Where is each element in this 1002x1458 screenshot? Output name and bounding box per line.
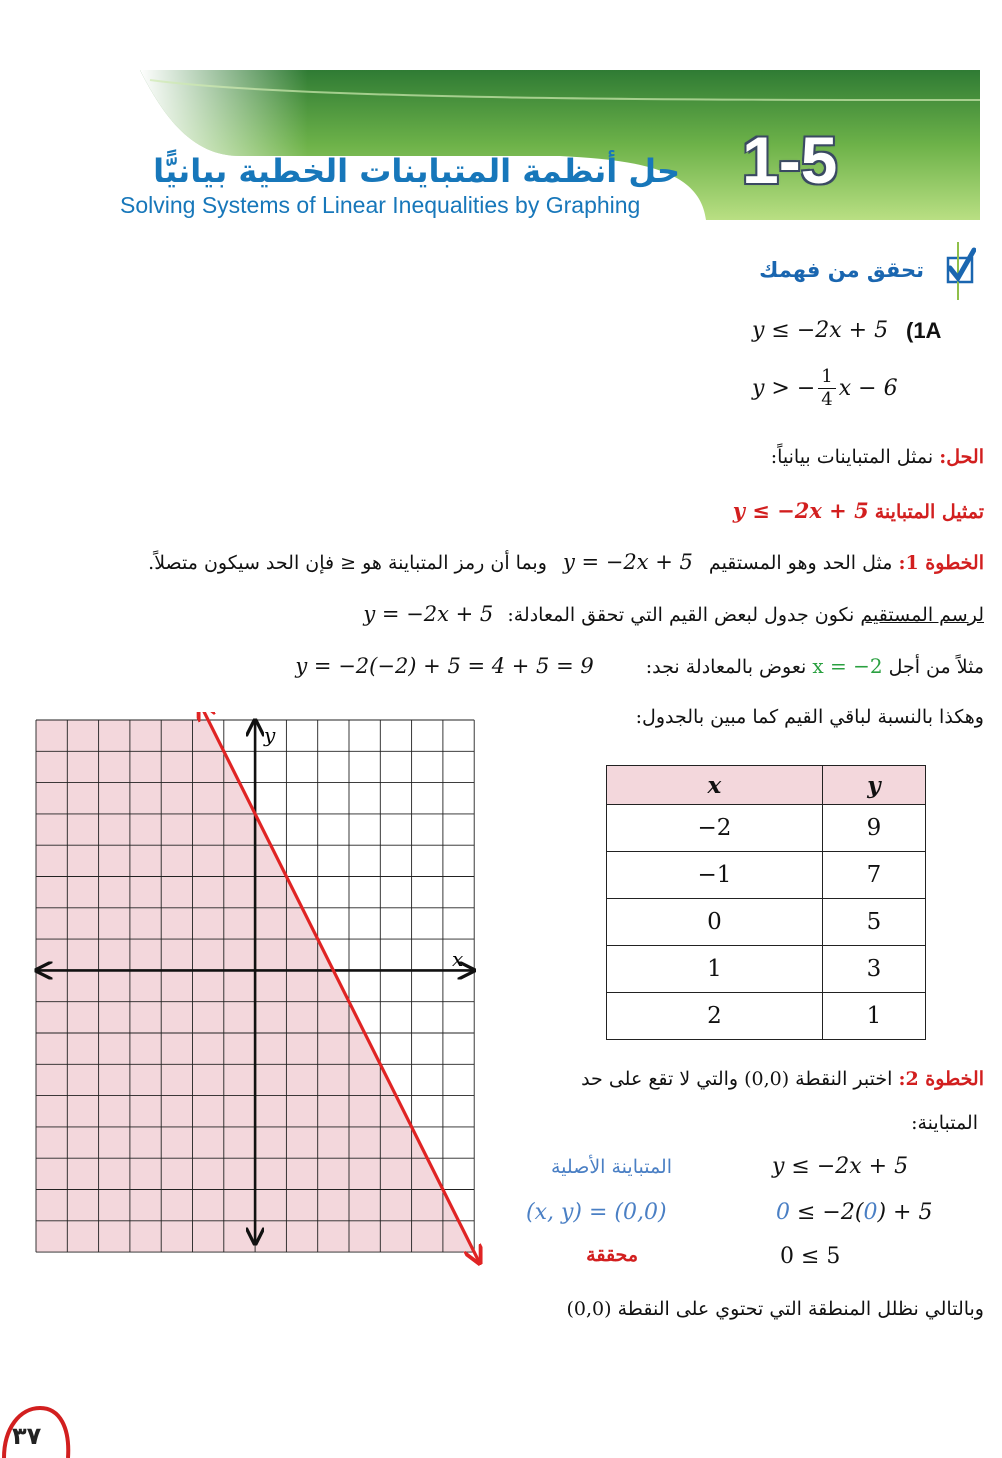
step2-text-b: المتباينة: <box>911 1112 978 1134</box>
graph-heading <box>733 498 984 523</box>
test-row-1-math: y ≤ −2x + 5 <box>772 1154 909 1179</box>
test-zero-x: 0 <box>863 1200 878 1225</box>
y-axis-label: y <box>264 723 276 747</box>
table-cell: 7 <box>822 852 925 899</box>
table-row <box>607 805 926 852</box>
lesson-title-english: Solving Systems of Linear Inequalities by Graphing <box>120 192 641 218</box>
table-row <box>607 852 926 899</box>
example-line <box>295 654 984 678</box>
lesson-number: 1-5 <box>742 123 838 197</box>
table-cell: 0 <box>607 899 823 946</box>
solution-label: الحل: <box>939 446 984 468</box>
table-cell: 9 <box>822 805 925 852</box>
graph-heading-text: تمثيل المتباينة <box>874 501 984 523</box>
step2-label: الخطوة 2: <box>898 1068 984 1090</box>
table-header-row <box>607 766 926 805</box>
step1-label: الخطوة 1: <box>898 552 984 574</box>
test-row-2-note: (x, y) = (0,0) <box>526 1200 667 1225</box>
test-row-3-note: محققة <box>586 1244 638 1266</box>
fraction-numerator: 1 <box>818 366 835 389</box>
conclusion: وبالتالي نظلل المنطقة التي تحتوي على النقطة (0,0) <box>566 1298 984 1320</box>
table-row <box>607 946 926 993</box>
inequality-1: y ≤ −2x + 5 <box>752 318 889 343</box>
table-cell: 2 <box>607 993 823 1040</box>
table-intro-text: نكون جدول لبعض القيم التي تحقق المعادلة: <box>507 604 855 626</box>
test-row-3-math: 0 ≤ 5 <box>780 1244 841 1269</box>
example-x-value: x = −2 <box>812 654 883 678</box>
inequality-2 <box>752 366 898 411</box>
problem-label: (1A <box>906 318 942 343</box>
table-cell: 1 <box>822 993 925 1040</box>
checkmark-icon <box>940 240 976 302</box>
example-calc: y = −2(−2) + 5 = 4 + 5 = 9 <box>295 654 594 678</box>
test-math-b: ≤ −2( <box>790 1200 864 1225</box>
step2-text-a: اختبر النقطة (0,0) والتي لا تقع على حد <box>581 1068 893 1090</box>
x-axis-label: x <box>452 947 464 971</box>
test-math-d: ) + 5 <box>877 1200 933 1225</box>
test-zero-y: 0 <box>776 1200 790 1225</box>
table-row <box>607 899 926 946</box>
solution-line <box>771 446 984 468</box>
fraction-denominator: 4 <box>821 389 833 410</box>
table-row <box>607 993 926 1040</box>
ineq2-left: y > − <box>752 376 816 401</box>
example-text-a: مثلاً من أجل <box>888 656 984 678</box>
check-understanding-title: تحقق من فهمك <box>759 258 924 282</box>
example-text-b: نعوض بالمعادلة نجد: <box>645 656 807 678</box>
solution-text: نمثل المتباينات بيانياً: <box>770 446 934 468</box>
table-header-y: y <box>822 766 925 805</box>
step1-line <box>148 550 984 574</box>
ineq2-right: x − 6 <box>838 376 898 401</box>
test-row-2-math <box>776 1200 932 1225</box>
table-cell: 3 <box>822 946 925 993</box>
table-cell: −1 <box>607 852 823 899</box>
lesson-title-arabic: حل أنظمة المتباينات الخطية بيانيًّا <box>153 152 680 190</box>
table-intro-line <box>363 602 984 626</box>
step1-equation: y = −2x + 5 <box>562 550 693 574</box>
table-intro-equation: y = −2x + 5 <box>363 602 494 626</box>
table-intro-underlined: لرسم المستقيم <box>860 604 984 626</box>
table-header-x: x <box>607 766 823 805</box>
table-cell: 1 <box>607 946 823 993</box>
values-table <box>606 765 926 1040</box>
step1-text-a: مثل الحد وهو المستقيم <box>708 552 893 574</box>
page-number: ٣٧ <box>12 1422 42 1450</box>
graph-heading-math: y ≤ −2x + 5 <box>732 498 869 523</box>
fraction <box>818 366 835 411</box>
table-cell: −2 <box>607 805 823 852</box>
test-row-1-note: المتباينة الأصلية <box>550 1156 672 1178</box>
inequality-graph <box>28 712 488 1282</box>
step1-text-b: وبما أن رمز المتباينة هو ≤ فإن الحد سيكون متصلاً. <box>148 552 547 574</box>
step2-line <box>581 1068 984 1090</box>
table-caption: وهكذا بالنسبة لباقي القيم كما مبين بالجدول: <box>635 706 984 728</box>
table-cell: 5 <box>822 899 925 946</box>
